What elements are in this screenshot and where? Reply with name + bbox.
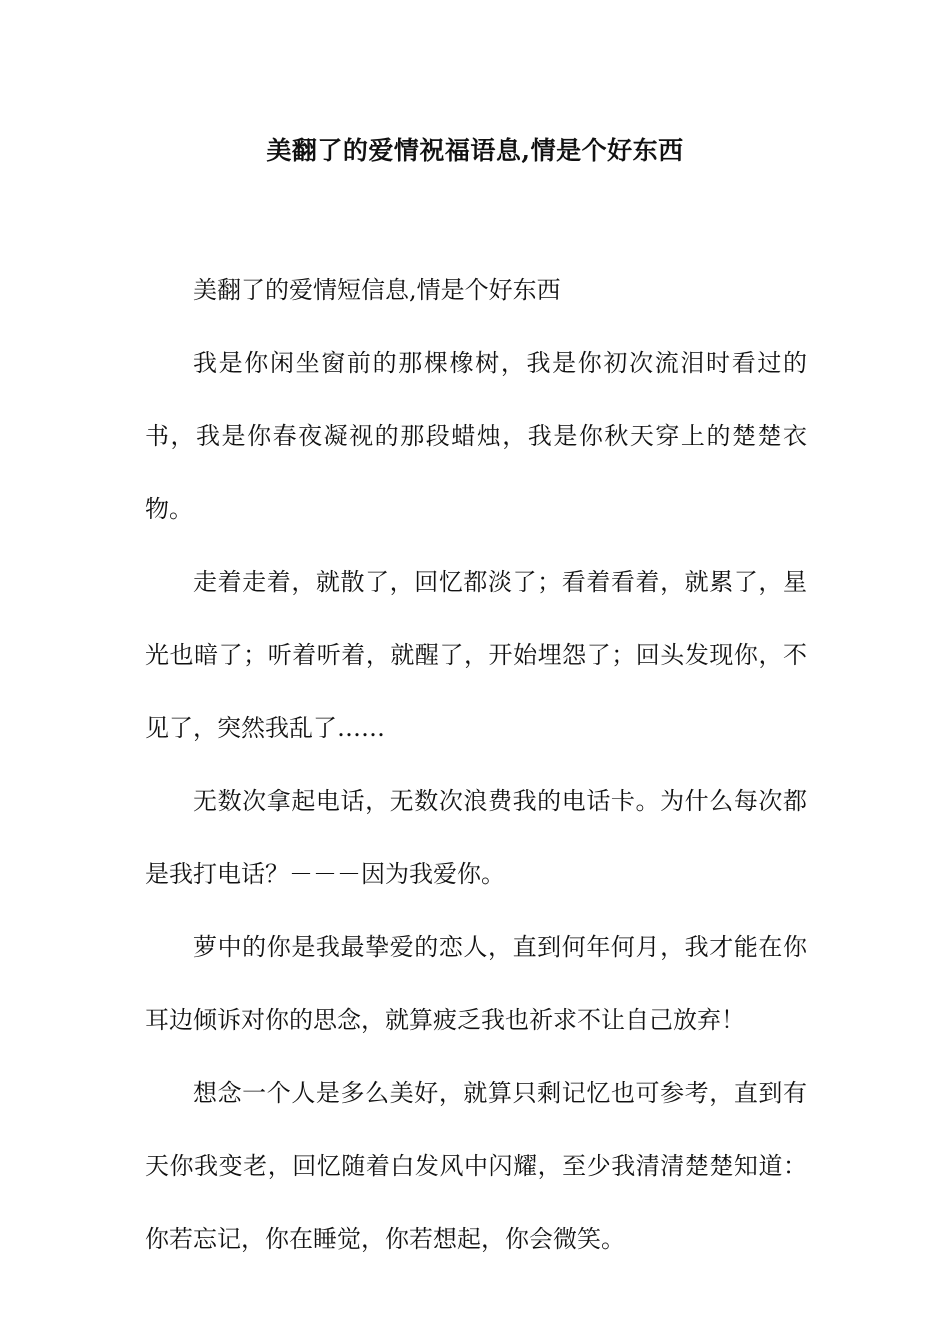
document-body — [145, 254, 807, 1276]
paragraph-phone-call: 无数次拿起电话，无数次浪费我的电话卡。为什么每次都是我打电话？－－－因为我爱你。 — [145, 787, 807, 888]
paragraph-subtitle: 美翻了的爱情短信息,情是个好东西 — [193, 276, 561, 304]
paragraph-walking: 走着走着，就散了，回忆都淡了；看着看着，就累了，星光也暗了；听着听着，就醒了，开始埋怨了；回头发现你，不见了，突然我乱了…… — [145, 568, 807, 742]
document-title: 美翻了的爱情祝福语息,情是个好东西 — [266, 136, 684, 165]
paragraph-missing-someone: 想念一个人是多么美好，就算只剩记忆也可参考，直到有天你我变老，回忆随着白发风中闪耀，至少我清清楚楚知道：你若忘记，你在睡觉，你若想起，你会微笑。 — [145, 1079, 807, 1253]
paragraph-beloved: 萝中的你是我最挚爱的恋人，直到何年何月，我才能在你耳边倾诉对你的思念，就算疲乏我也祈求不让自己放弃！ — [145, 933, 807, 1034]
paragraph-oak-tree: 我是你闲坐窗前的那棵橡树，我是你初次流泪时看过的书，我是你春夜凝视的那段蜡烛，我是你秋天穿上的楚楚衣物。 — [145, 349, 807, 523]
